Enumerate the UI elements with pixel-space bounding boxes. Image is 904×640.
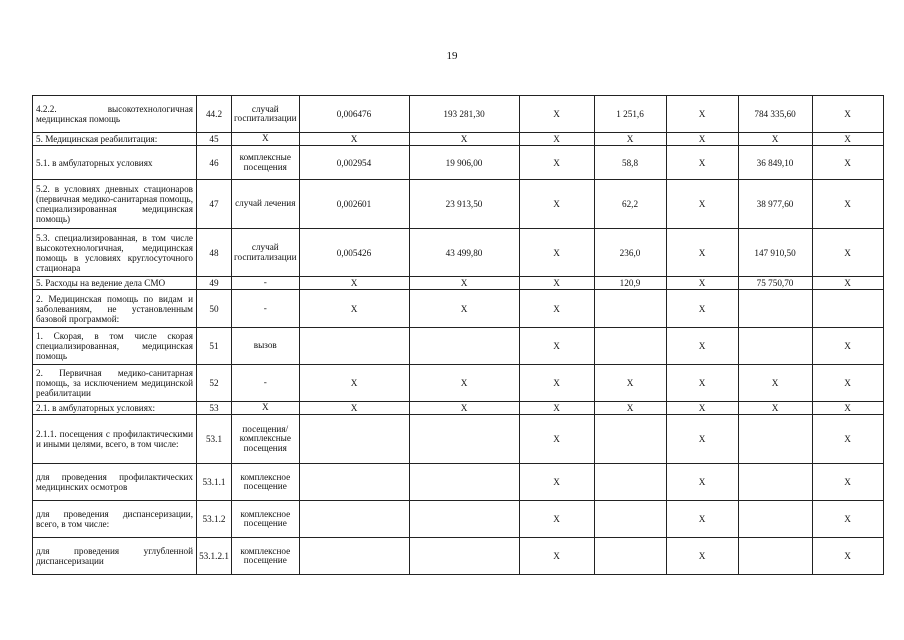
row-total-cell xyxy=(738,464,812,501)
row-col10-cell: X xyxy=(812,146,883,180)
row-col8-cell: X xyxy=(666,365,738,402)
row-col10-cell: X xyxy=(812,402,883,415)
table-row xyxy=(33,402,884,415)
row-per-capita-cell: 1 251,6 xyxy=(594,96,666,133)
row-col6-cell: X xyxy=(519,146,594,180)
row-col6-cell: X xyxy=(519,229,594,277)
row-total-cell xyxy=(738,501,812,538)
table-row xyxy=(33,180,884,229)
row-line-number-cell: 53 xyxy=(197,402,232,415)
row-col8-cell: X xyxy=(666,501,738,538)
row-cost-cell xyxy=(409,501,519,538)
row-col8-cell: X xyxy=(666,538,738,575)
row-per-capita-cell: X xyxy=(594,402,666,415)
row-cost-cell: X xyxy=(409,402,519,415)
row-unit-cell: X xyxy=(232,402,300,415)
row-line-number-cell: 44.2 xyxy=(197,96,232,133)
row-unit-cell: комплексное посещение xyxy=(232,464,300,501)
row-volume-cell: X xyxy=(299,402,409,415)
row-unit-cell: - xyxy=(232,365,300,402)
row-name-cell: 5.1. в амбулаторных условиях xyxy=(33,146,197,180)
row-line-number-cell: 53.1.2.1 xyxy=(197,538,232,575)
row-total-cell xyxy=(738,328,812,365)
row-col6-cell: X xyxy=(519,277,594,290)
row-col6-cell: X xyxy=(519,328,594,365)
row-per-capita-cell xyxy=(594,290,666,328)
row-col8-cell: X xyxy=(666,229,738,277)
row-name-cell: 1. Скорая, в том числе скорая специализированная, медицинская помощь xyxy=(33,328,197,365)
table-row xyxy=(33,415,884,464)
row-volume-cell xyxy=(299,328,409,365)
row-total-cell: X xyxy=(738,365,812,402)
row-total-cell: 784 335,60 xyxy=(738,96,812,133)
row-col8-cell: X xyxy=(666,180,738,229)
table-row xyxy=(33,464,884,501)
row-per-capita-cell xyxy=(594,415,666,464)
table-row xyxy=(33,501,884,538)
row-line-number-cell: 53.1.1 xyxy=(197,464,232,501)
row-name-cell: 2.1. в амбулаторных условиях: xyxy=(33,402,197,415)
row-col6-cell: X xyxy=(519,464,594,501)
row-total-cell: 38 977,60 xyxy=(738,180,812,229)
row-volume-cell: 0,005426 xyxy=(299,229,409,277)
row-unit-cell: случай лечения xyxy=(232,180,300,229)
row-cost-cell: 19 906,00 xyxy=(409,146,519,180)
row-per-capita-cell: 62,2 xyxy=(594,180,666,229)
row-per-capita-cell xyxy=(594,538,666,575)
table-body xyxy=(33,96,884,575)
row-total-cell: X xyxy=(738,402,812,415)
row-per-capita-cell: 120,9 xyxy=(594,277,666,290)
row-col10-cell: X xyxy=(812,133,883,146)
row-volume-cell: X xyxy=(299,277,409,290)
row-unit-cell: - xyxy=(232,290,300,328)
row-per-capita-cell xyxy=(594,501,666,538)
row-col10-cell: X xyxy=(812,96,883,133)
row-name-cell: для проведения углубленной диспансеризации xyxy=(33,538,197,575)
row-col8-cell: X xyxy=(666,328,738,365)
row-line-number-cell: 48 xyxy=(197,229,232,277)
row-col10-cell: X xyxy=(812,328,883,365)
row-cost-cell xyxy=(409,328,519,365)
row-name-cell: 2.1.1. посещения с профилактическими и иными целями, всего, в том числе: xyxy=(33,415,197,464)
row-name-cell: 2. Первичная медико-санитарная помощь, за исключением медицинской реабилитации xyxy=(33,365,197,402)
row-col8-cell: X xyxy=(666,464,738,501)
page-number: 19 xyxy=(446,50,458,62)
row-cost-cell: X xyxy=(409,365,519,402)
row-cost-cell xyxy=(409,538,519,575)
row-total-cell: 36 849,10 xyxy=(738,146,812,180)
row-col8-cell: X xyxy=(666,96,738,133)
row-volume-cell xyxy=(299,501,409,538)
row-name-cell: 5.2. в условиях дневных стационаров (первичная медико-санитарная помощь, специализированная медицинская помощь) xyxy=(33,180,197,229)
row-cost-cell: X xyxy=(409,290,519,328)
row-col6-cell: X xyxy=(519,365,594,402)
financial-standards-table xyxy=(32,95,884,575)
table-row xyxy=(33,133,884,146)
row-unit-cell: - xyxy=(232,277,300,290)
row-total-cell xyxy=(738,290,812,328)
row-col10-cell: X xyxy=(812,415,883,464)
row-volume-cell: 0,002601 xyxy=(299,180,409,229)
row-unit-cell: случай госпитализации xyxy=(232,96,300,133)
row-total-cell xyxy=(738,415,812,464)
row-unit-cell: комплексные посещения xyxy=(232,146,300,180)
row-unit-cell: вызов xyxy=(232,328,300,365)
row-line-number-cell: 53.1 xyxy=(197,415,232,464)
row-cost-cell: X xyxy=(409,133,519,146)
row-col10-cell: X xyxy=(812,501,883,538)
row-col10-cell: X xyxy=(812,180,883,229)
row-cost-cell xyxy=(409,464,519,501)
row-volume-cell: 0,006476 xyxy=(299,96,409,133)
row-line-number-cell: 50 xyxy=(197,290,232,328)
row-volume-cell xyxy=(299,415,409,464)
row-col10-cell xyxy=(812,290,883,328)
row-volume-cell: 0,002954 xyxy=(299,146,409,180)
table-row xyxy=(33,538,884,575)
row-per-capita-cell xyxy=(594,464,666,501)
row-unit-cell: посещения/комплексные посещения xyxy=(232,415,300,464)
row-cost-cell: 193 281,30 xyxy=(409,96,519,133)
row-name-cell: 5.3. специализированная, в том числе высокотехнологичная, медицинская помощь в условиях круглосуточного стационара xyxy=(33,229,197,277)
row-name-cell: 5. Медицинская реабилитация: xyxy=(33,133,197,146)
row-line-number-cell: 53.1.2 xyxy=(197,501,232,538)
row-col6-cell: X xyxy=(519,96,594,133)
row-unit-cell: комплексное посещение xyxy=(232,501,300,538)
row-cost-cell xyxy=(409,415,519,464)
row-name-cell: 5. Расходы на ведение дела СМО xyxy=(33,277,197,290)
row-per-capita-cell: X xyxy=(594,133,666,146)
row-cost-cell: 43 499,80 xyxy=(409,229,519,277)
row-volume-cell: X xyxy=(299,365,409,402)
row-line-number-cell: 49 xyxy=(197,277,232,290)
row-col8-cell: X xyxy=(666,133,738,146)
row-cost-cell: 23 913,50 xyxy=(409,180,519,229)
row-col8-cell: X xyxy=(666,146,738,180)
row-volume-cell: X xyxy=(299,290,409,328)
row-col6-cell: X xyxy=(519,290,594,328)
row-col8-cell: X xyxy=(666,415,738,464)
row-col10-cell: X xyxy=(812,365,883,402)
row-volume-cell: X xyxy=(299,133,409,146)
row-col8-cell: X xyxy=(666,290,738,328)
table-row xyxy=(33,146,884,180)
row-line-number-cell: 45 xyxy=(197,133,232,146)
table-row xyxy=(33,96,884,133)
row-col6-cell: X xyxy=(519,402,594,415)
row-volume-cell xyxy=(299,464,409,501)
row-col8-cell: X xyxy=(666,277,738,290)
row-name-cell: для проведения диспансеризации, всего, в том числе: xyxy=(33,501,197,538)
row-line-number-cell: 51 xyxy=(197,328,232,365)
row-col8-cell: X xyxy=(666,402,738,415)
row-col6-cell: X xyxy=(519,180,594,229)
row-col6-cell: X xyxy=(519,538,594,575)
row-col6-cell: X xyxy=(519,133,594,146)
row-volume-cell xyxy=(299,538,409,575)
row-per-capita-cell: X xyxy=(594,365,666,402)
row-col10-cell: X xyxy=(812,538,883,575)
row-line-number-cell: 46 xyxy=(197,146,232,180)
row-total-cell: 75 750,70 xyxy=(738,277,812,290)
row-col6-cell: X xyxy=(519,501,594,538)
row-name-cell: для проведения профилактических медицинских осмотров xyxy=(33,464,197,501)
row-line-number-cell: 52 xyxy=(197,365,232,402)
row-total-cell: 147 910,50 xyxy=(738,229,812,277)
row-unit-cell: X xyxy=(232,133,300,146)
row-col10-cell: X xyxy=(812,464,883,501)
row-unit-cell: случай госпитализации xyxy=(232,229,300,277)
table-row xyxy=(33,277,884,290)
row-per-capita-cell xyxy=(594,328,666,365)
row-line-number-cell: 47 xyxy=(197,180,232,229)
row-name-cell: 4.2.2. высокотехнологичная медицинская помощь xyxy=(33,96,197,133)
row-per-capita-cell: 236,0 xyxy=(594,229,666,277)
row-col10-cell: X xyxy=(812,229,883,277)
row-col6-cell: X xyxy=(519,415,594,464)
row-total-cell xyxy=(738,538,812,575)
row-col10-cell: X xyxy=(812,277,883,290)
row-name-cell: 2. Медицинская помощь по видам и заболеваниям, не установленным базовой программой: xyxy=(33,290,197,328)
row-unit-cell: комплексное посещение xyxy=(232,538,300,575)
table-row xyxy=(33,290,884,328)
table-row xyxy=(33,328,884,365)
table-row xyxy=(33,229,884,277)
row-cost-cell: X xyxy=(409,277,519,290)
table-row xyxy=(33,365,884,402)
row-per-capita-cell: 58,8 xyxy=(594,146,666,180)
row-total-cell: X xyxy=(738,133,812,146)
